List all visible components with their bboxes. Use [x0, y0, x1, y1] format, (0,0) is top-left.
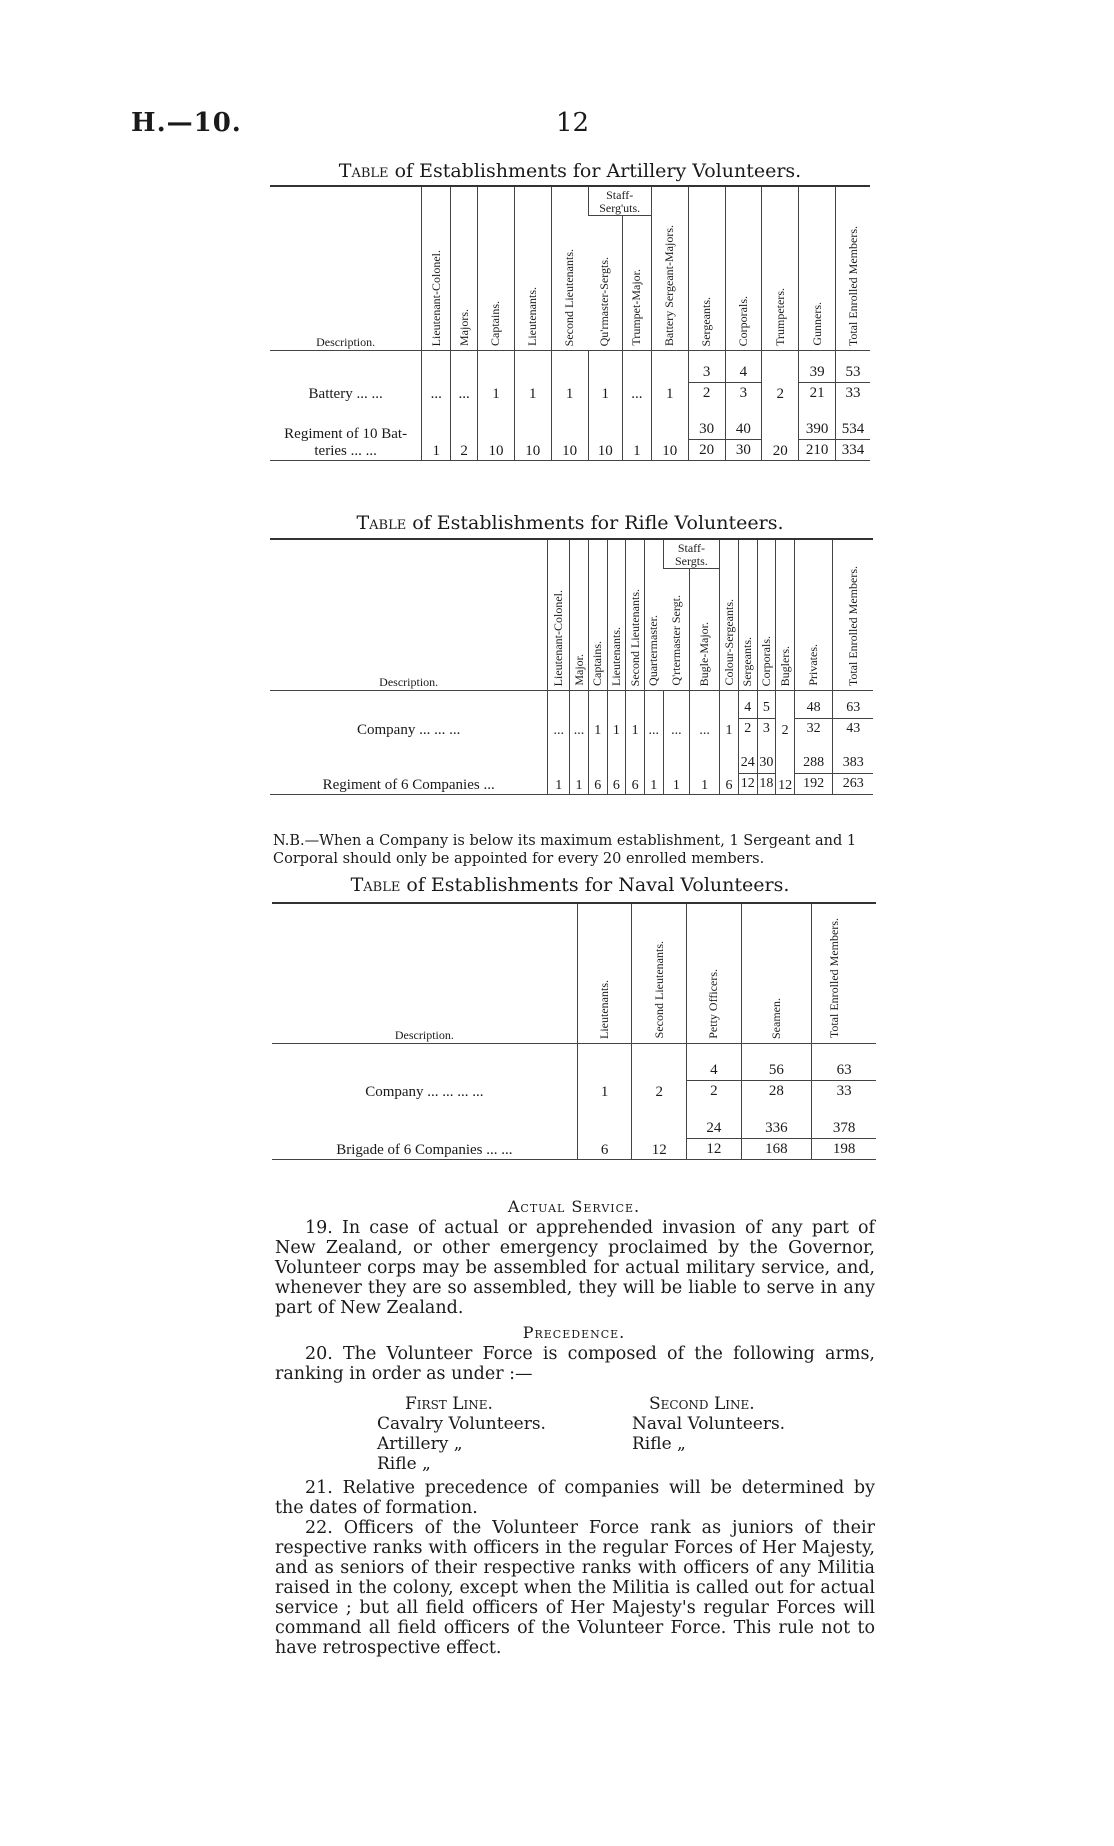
cell: 1	[626, 691, 645, 739]
rifle-table-title: Table of Establishments for Rifle Volunteers.	[356, 512, 784, 534]
cell: 1	[622, 403, 651, 461]
page-number: 12	[556, 108, 590, 138]
cell: 378 198	[812, 1101, 876, 1159]
document-id: H.—10.	[131, 108, 242, 138]
col-header: Lieutenants.	[577, 903, 632, 1043]
row-label: Company ... ... ... ...	[365, 1084, 484, 1100]
cell: 1	[720, 691, 739, 739]
col-header: Second Lieutenants.	[626, 539, 645, 691]
cell: ...	[570, 691, 589, 739]
actual-service-heading: Actual Service.	[507, 1197, 641, 1216]
cell: 30 20	[688, 403, 725, 461]
cell: 12	[776, 739, 795, 795]
cell: 288 192	[794, 739, 832, 795]
cell: 1	[588, 351, 622, 403]
col-header: Petty Officers.	[687, 903, 742, 1043]
cell: 1	[577, 1043, 632, 1101]
cell: 1	[570, 739, 589, 795]
cell: ...	[663, 691, 689, 739]
cell: 63 33	[812, 1043, 876, 1101]
cell: 10	[551, 403, 588, 461]
col-header: Lieutenants.	[607, 539, 626, 691]
row-label: Brigade of 6 Companies ... ...	[272, 1101, 577, 1159]
precedence-heading: Precedence.	[522, 1323, 626, 1342]
cell: 2	[762, 351, 799, 403]
col-header: Sergeants.	[688, 186, 725, 351]
cell: 390 210	[799, 403, 836, 461]
cell: 2	[632, 1043, 687, 1101]
cell: ...	[548, 691, 570, 739]
cell: 1	[514, 351, 551, 403]
cell: 3 2	[688, 351, 725, 403]
col-header: Corporals.	[725, 186, 762, 351]
table-row	[270, 739, 873, 795]
naval-table	[272, 902, 876, 1160]
cell: 6	[577, 1101, 632, 1159]
naval-table-title: Table of Establishments for Naval Volunteers.	[350, 874, 790, 896]
col-header: Trumpeters.	[762, 186, 799, 351]
table-row	[270, 351, 870, 403]
cell: 10	[588, 403, 622, 461]
cell: ...	[622, 351, 651, 403]
second-line-list	[632, 1394, 832, 1454]
cell: 336 168	[741, 1101, 812, 1159]
artillery-description-header: Description.	[270, 186, 422, 351]
cell: 534 334	[836, 403, 870, 461]
cell: 10	[651, 403, 688, 461]
cell: 10	[478, 403, 515, 461]
cell: 20	[762, 403, 799, 461]
cell: 6	[626, 739, 645, 795]
list-item: Naval Volunteers.	[632, 1414, 786, 1434]
cell: ...	[451, 351, 478, 403]
col-header: Colour-Sergeants.	[720, 539, 739, 691]
first-line-title: First Line.	[405, 1394, 493, 1414]
cell: 30 18	[757, 739, 776, 795]
col-header: Buglers.	[776, 539, 795, 691]
list-item: Artillery „	[377, 1434, 463, 1454]
paragraph-19: 19. In case of actual or apprehended invasion of any part of New Zealand, or other emergency proclaimed by the Governor, Volunteer corps may be assembled for actual military service, and, whenever they are so assembled, they will be liable to serve in any part of New Zealand.	[275, 1218, 875, 1318]
table-row	[272, 1101, 876, 1159]
cell: 53 33	[836, 351, 870, 403]
list-item: Cavalry Volunteers.	[377, 1414, 546, 1434]
row-label: Battery ... ...	[308, 385, 383, 402]
row-label: Regiment of 10 Bat-teries ... ...	[270, 403, 422, 461]
col-header: Major.	[570, 539, 589, 691]
cell: 1	[607, 691, 626, 739]
cell: 1	[548, 739, 570, 795]
cell: 1	[478, 351, 515, 403]
rifle-staff-group-header: Staff-Sergts.	[663, 539, 720, 569]
cell: 1	[651, 351, 688, 403]
paragraph-21: 21. Relative precedence of companies will be determined by the dates of formation.	[275, 1478, 875, 1518]
naval-description-header: Description.	[272, 903, 577, 1043]
cell: 1	[588, 691, 607, 739]
cell: 1	[690, 739, 720, 795]
col-header: Total Enrolled Members.	[812, 903, 876, 1043]
col-header: Sergeants.	[738, 539, 757, 691]
col-header: Captains.	[478, 186, 515, 351]
cell: 63 43	[833, 691, 873, 739]
col-header: Privates.	[794, 539, 832, 691]
rifle-description-header: Description.	[270, 539, 548, 691]
table-row	[272, 1043, 876, 1101]
table-row	[270, 403, 870, 461]
cell: 48 32	[794, 691, 832, 739]
table-row	[270, 691, 873, 739]
col-header: Total Enrolled Members.	[836, 186, 870, 351]
cell: 1	[663, 739, 689, 795]
col-header: Second Lieutenants.	[632, 903, 687, 1043]
cell: 40 30	[725, 403, 762, 461]
rifle-table	[270, 538, 873, 795]
cell: 4 3	[725, 351, 762, 403]
col-header: Lieutenants.	[514, 186, 551, 351]
cell: 4 2	[687, 1043, 742, 1101]
cell: 2	[451, 403, 478, 461]
col-header: Second Lieutenants.	[551, 186, 588, 351]
paragraph-20: 20. The Volunteer Force is composed of the following arms, ranking in order as under :—	[275, 1344, 875, 1384]
artillery-table	[270, 185, 870, 461]
cell: 24 12	[738, 739, 757, 795]
second-line-title: Second Line.	[649, 1394, 755, 1414]
row-label: Regiment of 6 Companies ...	[270, 739, 548, 795]
cell: 383 263	[833, 739, 873, 795]
col-header: Trumpet-Major.	[622, 216, 651, 351]
col-header: Gunners.	[799, 186, 836, 351]
cell: 24 12	[687, 1101, 742, 1159]
nb-note: N.B.—When a Company is below its maximum establishment, 1 Sergeant and 1 Corporal should only be appointed for every 20 enrolled members.	[273, 833, 857, 867]
cell: ...	[690, 691, 720, 739]
artillery-table-title: Table of Establishments for Artillery Volunteers.	[338, 160, 802, 182]
paragraph-22: 22. Officers of the Volunteer Force rank as juniors of their respective ranks with officers in the regular Forces of Her Majesty, and as seniors of their respective ranks with officers of any Militia raised in the colony, except when the Militia is called out for actual service ; but all field officers of Her Majesty's regular Forces will command all field officers of the Volunteer Force. This rule not to have retrospective effect.	[275, 1518, 875, 1658]
col-header: Bugle-Major.	[690, 569, 720, 691]
cell: 39 21	[799, 351, 836, 403]
col-header: Lieutenant-Colonel.	[422, 186, 451, 351]
cell: 1	[422, 403, 451, 461]
cell: 1	[551, 351, 588, 403]
cell: 10	[514, 403, 551, 461]
cell: ...	[422, 351, 451, 403]
cell: 1	[644, 739, 663, 795]
cell: ...	[644, 691, 663, 739]
col-header: Seamen.	[741, 903, 812, 1043]
list-item: Rifle „	[632, 1434, 686, 1454]
cell: 4 2	[738, 691, 757, 739]
artillery-staff-group-header: Staff-Serg'uts.	[588, 186, 651, 216]
col-header: Majors.	[451, 186, 478, 351]
cell: 2	[776, 691, 795, 739]
col-header: Total Enrolled Members.	[833, 539, 873, 691]
col-header: Lieutenant-Colonel.	[548, 539, 570, 691]
cell: 56 28	[741, 1043, 812, 1101]
cell: 12	[632, 1101, 687, 1159]
cell: 6	[588, 739, 607, 795]
cell: 6	[607, 739, 626, 795]
first-line-list	[377, 1394, 567, 1474]
col-header: Captains.	[588, 539, 607, 691]
cell: 5 3	[757, 691, 776, 739]
row-label: Company ... ... ...	[357, 721, 461, 738]
col-header: Corporals.	[757, 539, 776, 691]
col-header: Battery Sergeant-Majors.	[651, 186, 688, 351]
cell: 6	[720, 739, 739, 795]
col-header: Qu'rmaster-Sergts.	[588, 216, 622, 351]
col-header: Q'rtermaster Sergt.	[663, 569, 689, 691]
list-item: Rifle „	[377, 1454, 431, 1474]
col-header: Quartermaster.	[644, 539, 663, 691]
